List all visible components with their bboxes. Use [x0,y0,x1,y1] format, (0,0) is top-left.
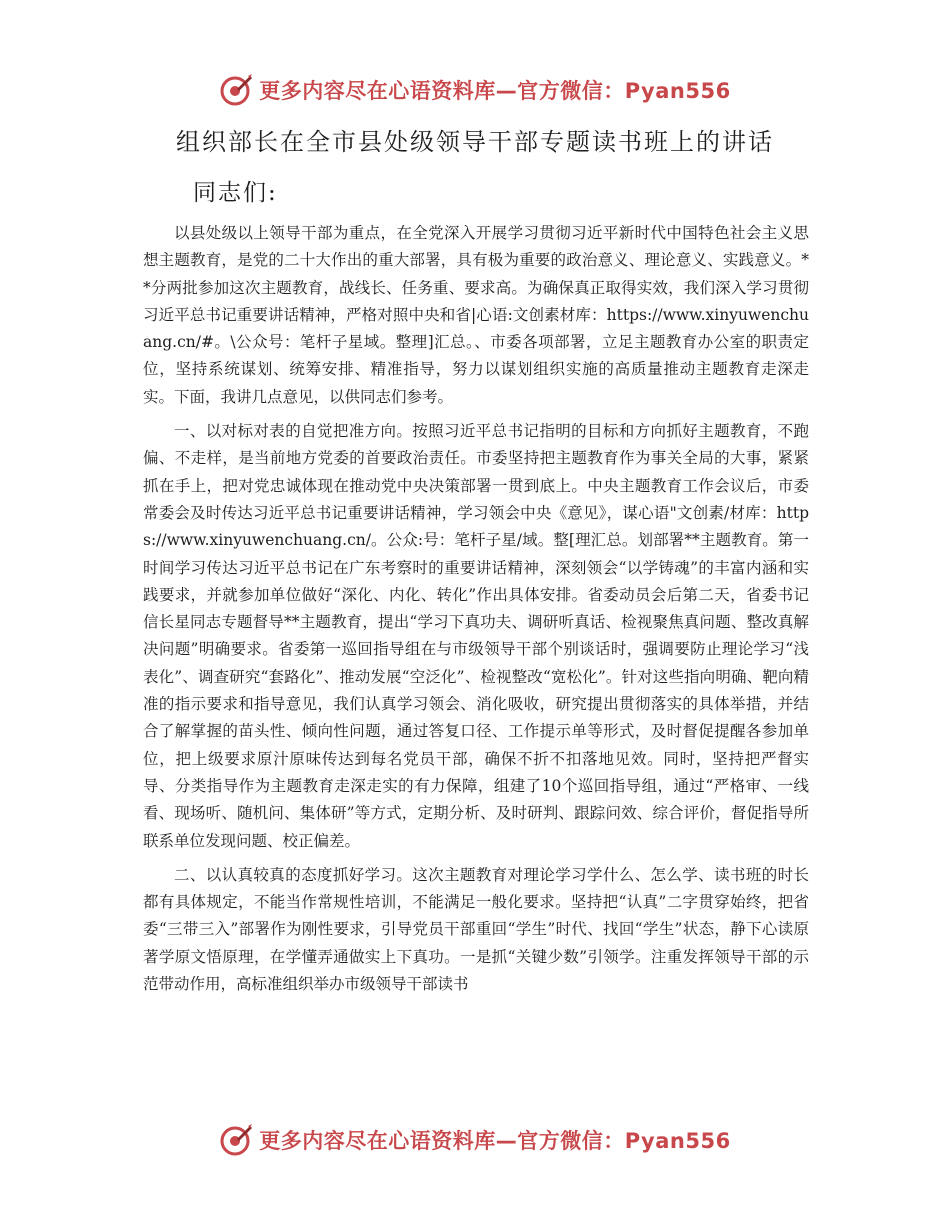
body-paragraph: 一、以对标对表的自觉把准方向。按照习近平总书记指明的目标和方向抓好主题教育，不跑偏、不走样，是当前地方党委的首要政治责任。市委坚持把主题教育作为事关全局的大事，紧紧抓在手上，把对党忠诚体现在推动党中央决策部署一贯到底上。中央主题教育工作会议后，市委常委会及时传达习近平总书记重要讲话精神，学习领会中央《意见》，谋心语"文创素/材库：https://www.xinyuwenchuang.cn/。公众:号：笔杆子星/域。整[理汇总。划部署**主题教育。第一时间学习传达习近平总书记在广东考察时的重要讲话精神，深刻领会“以学铸魂”的丰富内涵和实践要求，并就参加单位做好“深化、内化、转化”作出具体安排。省委动员会后第二天，省委书记信长星同志专题督导**主题教育，提出“学习下真功夫、调研听真话、检视聚焦真问题、整改真解决问题”明确要求。省委第一巡回指导组在与市级领导干部个别谈话时，强调要防止理论学习“浅表化”、调查研究“套路化”、推动发展“空泛化”、检视整改“宽松化”。针对这些指向明确、靶向精准的指示要求和指导意见，我们认真学习领会、消化吸收，研究提出贯彻落实的具体举措，并结合了解掌握的苗头性、倾向性问题，通过答复口径、工作提示单等形式，及时督促提醒各参加单位，把上级要求原汁原味传达到每名党员干部，确保不折不扣落地见效。同时，坚持把严督实导、分类指导作为主题教育走深走实的有力保障，组建了10个巡回指导组，通过“严格审、一线看、现场听、随机问、集体研”等方式，定期分析、及时研判、跟踪问效、综合评价，督促指导所联系单位发现问题、校正偏差。 [143,422,809,850]
body-paragraph: 二、以认真较真的态度抓好学习。这次主题教育对理论学习学什么、怎么学、读书班的时长都有具体规定，不能当作常规性培训，不能满足一般化要求。坚持把“认真”二字贯穿始终，把省委“三带三入”部署作为刚性要求，引导党员干部重回“学生”时代、找回“学生”状态，静下心读原著学原文悟原理，在学懂弄通做实上下真功。一是抓“关键少数”引领学。注重发挥领导干部的示范带动作用，高标准组织举办市级领导干部读书 [143,865,809,994]
watermark-text: 更多内容尽在心语资料库—官方微信：Pyan556 [259,79,731,103]
watermark-text: 更多内容尽在心语资料库—官方微信：Pyan556 [259,1129,731,1153]
quill-logo-icon [219,1123,253,1157]
header-watermark-banner [0,70,950,110]
salutation: 同志们: [193,180,278,206]
document-title: 组织部长在全市县处级领导干部专题读书班上的讲话 [176,128,774,156]
document-body [143,220,809,1005]
body-paragraph: 以县处级以上领导干部为重点，在全党深入开展学习贯彻习近平新时代中国特色社会主义思想主题教育，是党的二十大作出的重大部署，具有极为重要的政治意义、理论意义、实践意义。**分两批参加这次主题教育，战线长、任务重、要求高。为确保真正取得实效，我们深入学习贯彻习近平总书记重要讲话精神，严格对照中央和省|心语:文创素材库：https://www.xinyuwenchuang.cn/#。\公众号：笔杆子星域。整理]汇总。、市委各项部署，立足主题教育办公室的职责定位，坚持系统谋划、统筹安排、精准指导，努力以谋划组织实施的高质量推动主题教育走深走实。下面，我讲几点意见，以供同志们参考。 [143,224,809,406]
quill-logo-icon [219,73,253,107]
footer-watermark-banner [0,1120,950,1160]
